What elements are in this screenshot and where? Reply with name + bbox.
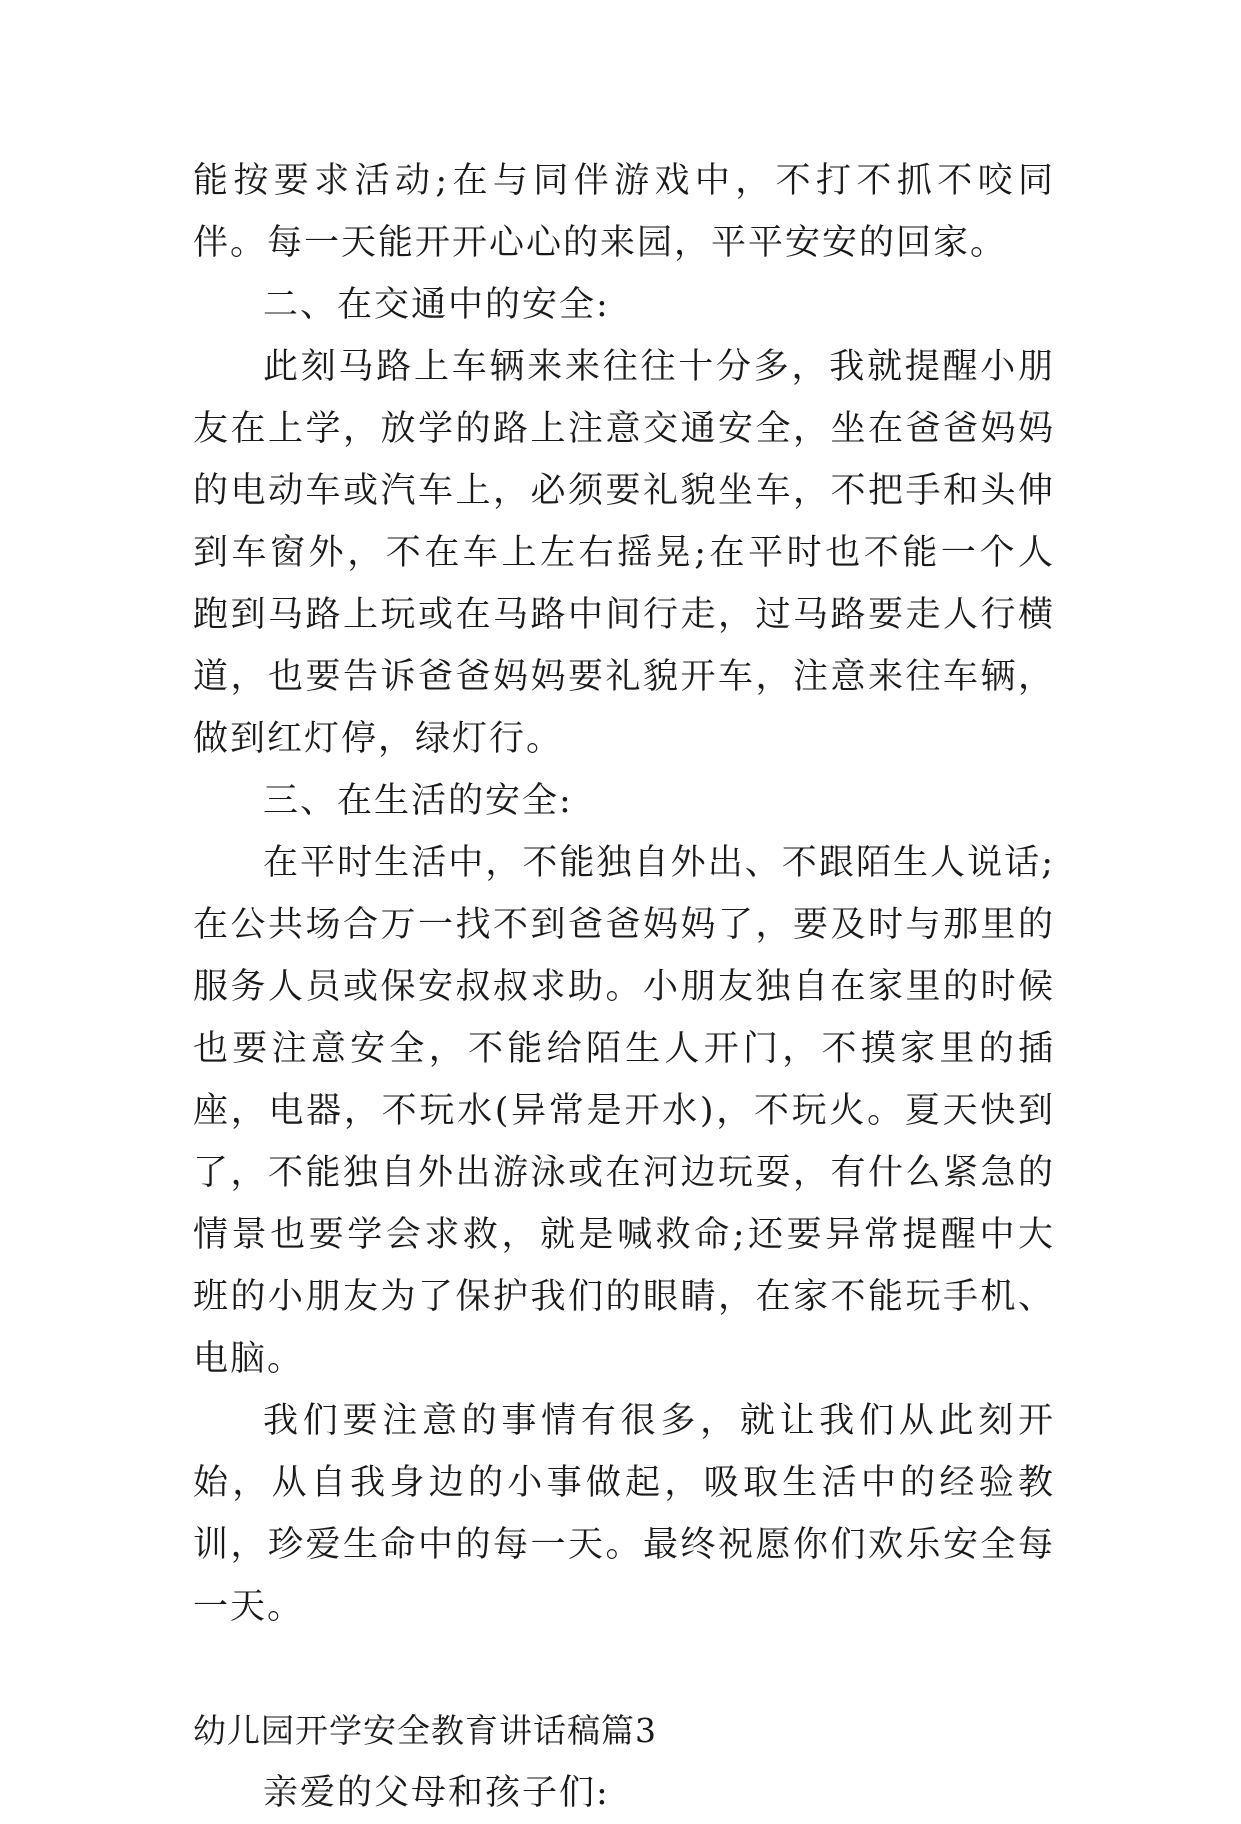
- paragraph-continuation: 能按要求活动;在与同伴游戏中，不打不抓不咬同伴。每一天能开开心心的来园，平平安安的回家。: [193, 161, 1055, 263]
- heading-life-safety: 三、在生活的安全:: [263, 781, 573, 821]
- section-title: 幼儿园开学安全教育讲话稿篇3: [193, 1711, 657, 1750]
- heading-traffic-safety: 二、在交通中的安全:: [263, 285, 610, 325]
- document-page: [193, 150, 1055, 1824]
- paragraph-traffic-safety: 此刻马路上车辆来来往往十分多，我就提醒小朋友在上学，放学的路上注意交通安全，坐在爸爸妈妈的电动车或汽车上，必须要礼貌坐车，不把手和头伸到车窗外，不在车上左右摇晃;在平时也不能一个人跑到马路上玩或在马路中间行走，过马路要走人行横道，也要告诉爸爸妈妈要礼貌开车，注意来往车辆，做到红灯停，绿灯行。: [193, 347, 1055, 759]
- paragraph-life-safety: 在平时生活中，不能独自外出、不跟陌生人说话;在公共场合万一找不到爸爸妈妈了，要及时与那里的服务人员或保安叔叔求助。小朋友独自在家里的时候也要注意安全，不能给陌生人开门，不摸家里的插座，电器，不玩水(异常是开水)，不玩火。夏天快到了，不能独自外出游泳或在河边玩耍，有什么紧急的情景也要学会求救，就是喊救命;还要异常提醒中大班的小朋友为了保护我们的眼睛，在家不能玩手机、电脑。: [193, 843, 1055, 1379]
- paragraph-closing: 我们要注意的事情有很多，就让我们从此刻开始，从自我身边的小事做起，吸取生活中的经验教训，珍爱生命中的每一天。最终祝愿你们欢乐安全每一天。: [193, 1401, 1055, 1627]
- greeting: 亲爱的父母和孩子们:: [263, 1773, 610, 1813]
